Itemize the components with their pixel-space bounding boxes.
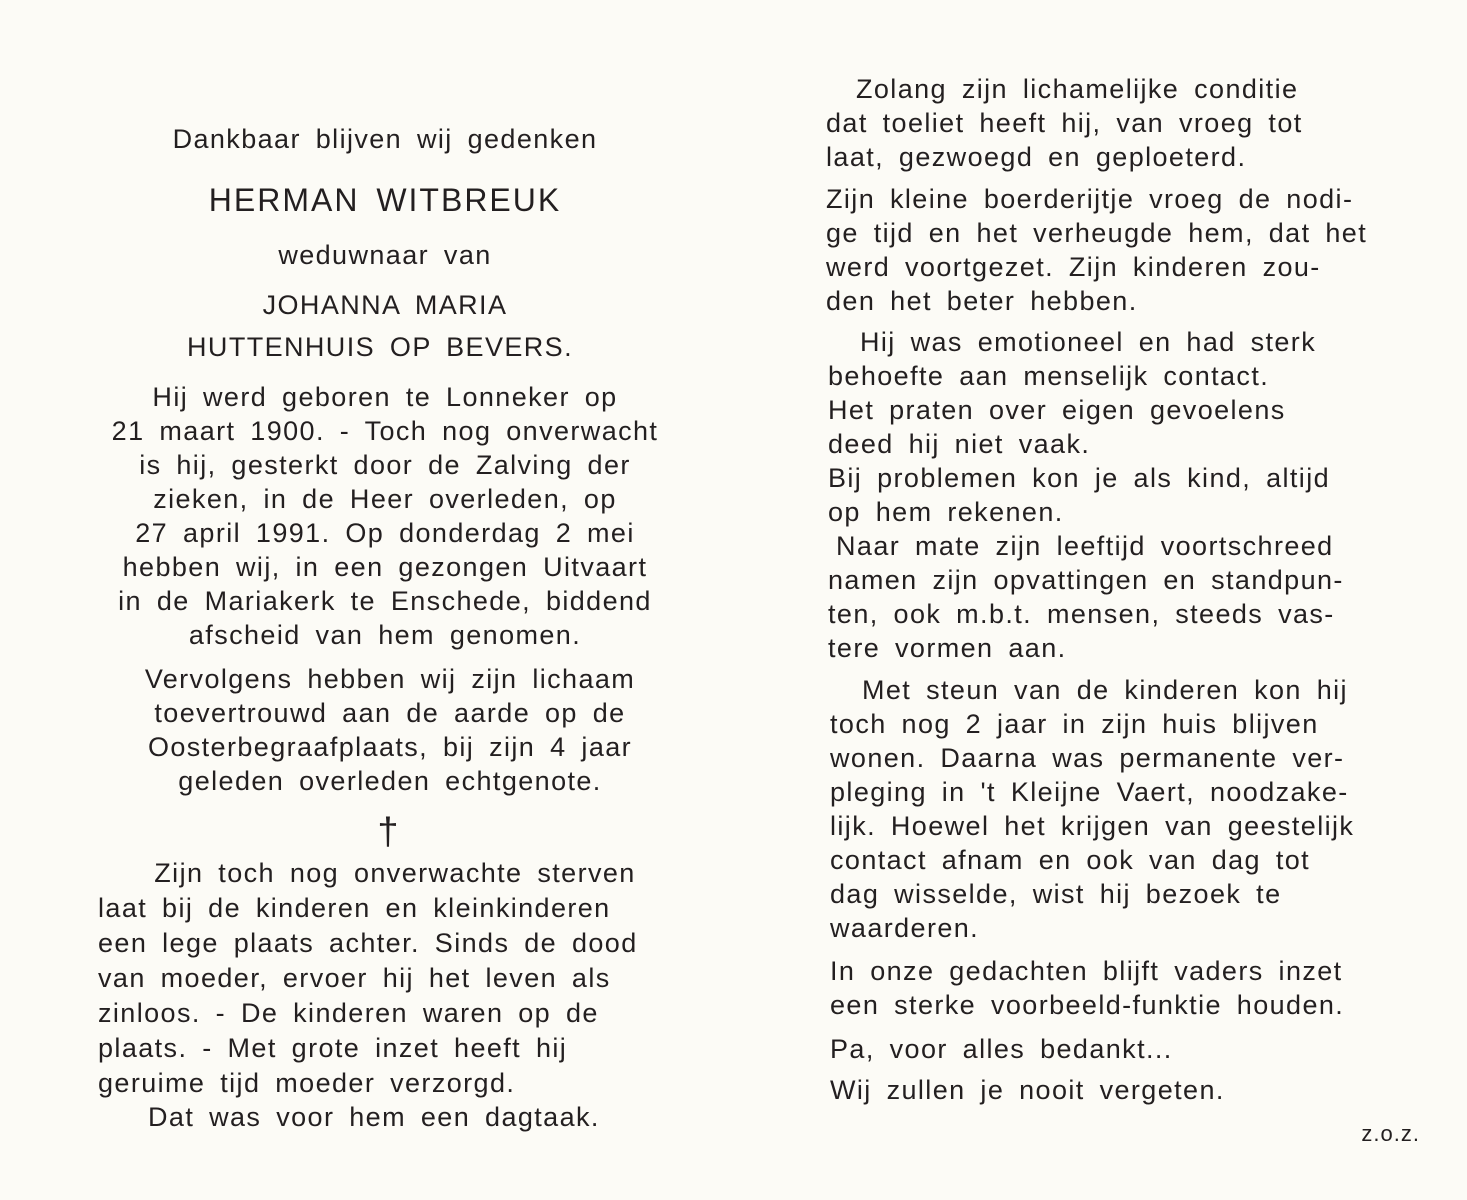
bio-line: hebben wij, in een gezongen Uitvaart	[122, 552, 648, 582]
right-text-line: Naar mate zijn leeftijd voortschreed	[836, 531, 1334, 561]
remembrance-line: zinloos. - De kinderen waren op de	[98, 998, 599, 1028]
right-text-line: toch nog 2 jaar in zijn huis blijven	[830, 709, 1319, 739]
bio-line: in de Mariakerk te Enschede, biddend	[118, 586, 652, 616]
right-text-line: dag wisselde, wist hij bezoek te	[830, 879, 1282, 909]
right-text-line: lijk. Hoewel het krijgen van geestelijk	[830, 811, 1355, 841]
right-text-line: laat, gezwoegd en geploeterd.	[826, 142, 1247, 172]
bio-line: is hij, gesterkt door de Zalving der	[139, 450, 631, 480]
right-text-line: Met steun van de kinderen kon hij	[862, 675, 1348, 705]
right-text-line: op hem rekenen.	[828, 497, 1064, 527]
right-text-line: ten, ook m.b.t. mensen, steeds vas-	[828, 599, 1335, 629]
right-text-line: een sterke voorbeeld-funktie houden.	[830, 990, 1345, 1020]
right-text-line: In onze gedachten blijft vaders inzet	[830, 956, 1343, 986]
right-text-line: wonen. Daarna was permanente ver-	[830, 743, 1345, 773]
right-text-line: tere vormen aan.	[828, 633, 1067, 663]
right-text-line: Zolang zijn lichamelijke conditie	[856, 74, 1299, 104]
right-text-line: behoefte aan menselijk contact.	[828, 361, 1270, 391]
right-text-line: Bij problemen kon je als kind, altijd	[828, 463, 1331, 493]
remembrance-line: een lege plaats achter. Sinds de dood	[98, 928, 638, 958]
right-text-line: ge tijd en het verheugde hem, dat het	[826, 218, 1368, 248]
right-text-line: dat toeliet heeft hij, van vroeg tot	[826, 108, 1303, 138]
thanks-text: Pa, voor alles bedankt...	[830, 1034, 1173, 1064]
intro-text: Dankbaar blijven wij gedenken	[172, 124, 598, 154]
right-text-line: pleging in 't Kleijne Vaert, noodzake-	[830, 777, 1349, 807]
bio-line: 27 april 1991. Op donderdag 2 mei	[135, 518, 635, 548]
burial-line: toevertrouwd aan de aarde op de	[154, 698, 626, 728]
widower-of-text: weduwnaar van	[278, 240, 492, 270]
bio-line: zieken, in de Heer overleden, op	[153, 484, 617, 514]
turn-over-note: z.o.z.	[1361, 1121, 1420, 1146]
remembrance-line: geruime tijd moeder verzorgd.	[98, 1068, 516, 1098]
right-text-line: Hij was emotioneel en had sterk	[860, 327, 1317, 357]
never-forget-text: Wij zullen je nooit vergeten.	[830, 1075, 1225, 1105]
spouse-name-line2: HUTTENHUIS OP BEVERS.	[187, 332, 573, 362]
burial-line: geleden overleden echtgenote.	[178, 766, 602, 796]
remembrance-line: van moeder, ervoer hij het leven als	[98, 963, 611, 993]
right-text-line: contact afnam en ook van dag tot	[830, 845, 1311, 875]
bio-line: 21 maart 1900. - Toch nog onverwacht	[111, 416, 659, 446]
remembrance-line: Dat was voor hem een dagtaak.	[148, 1102, 600, 1132]
right-text-line: Zijn kleine boerderijtje vroeg de nodi-	[826, 184, 1354, 214]
right-text-line: waarderen.	[830, 913, 980, 943]
burial-line: Vervolgens hebben wij zijn lichaam	[144, 664, 636, 694]
remembrance-line: plaats. - Met grote inzet heeft hij	[98, 1033, 568, 1063]
right-text-line: deed hij niet vaak.	[828, 429, 1091, 459]
right-text-line: werd voortgezet. Zijn kinderen zou-	[826, 252, 1321, 282]
spouse-name-line1: JOHANNA MARIA	[262, 290, 508, 320]
deceased-name: HERMAN WITBREUK	[208, 182, 562, 218]
right-text-line: Het praten over eigen gevoelens	[828, 395, 1286, 425]
right-text-line: namen zijn opvattingen en standpun-	[828, 565, 1344, 595]
burial-line: Oosterbegraafplaats, bij zijn 4 jaar	[147, 732, 633, 762]
bio-line: afscheid van hem genomen.	[188, 620, 582, 650]
remembrance-line: laat bij de kinderen en kleinkinderen	[98, 893, 611, 923]
remembrance-line: Zijn toch nog onverwachte sterven	[154, 858, 636, 888]
right-text-line: den het beter hebben.	[826, 286, 1138, 316]
cross-icon: †	[377, 811, 399, 853]
bio-line: Hij werd geboren te Lonneker op	[152, 382, 618, 412]
